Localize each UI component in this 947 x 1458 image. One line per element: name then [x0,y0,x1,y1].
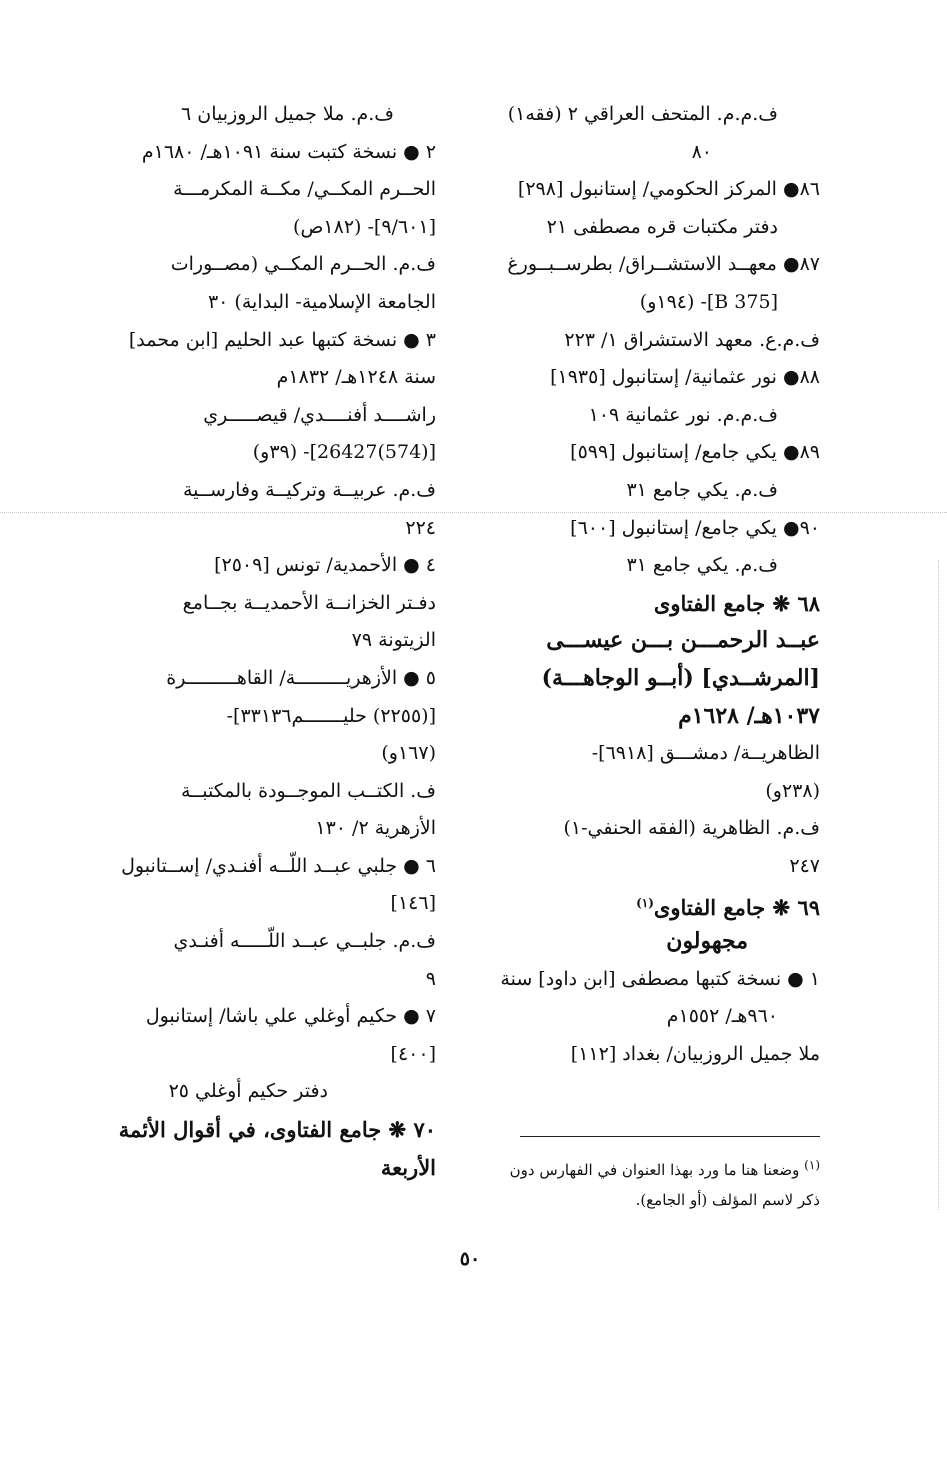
footnote-reference: (١) [636,896,654,911]
right-column [490,96,820,1073]
entry-line: [B 375]- (١٩٤و) [639,290,778,313]
entry-line: ف.م.ع. معهد الاستشراق ١/ ٢٢٣ [564,328,820,351]
entry-line: الزيتونة ٧٩ [351,629,436,652]
entry-line: ف.م. يكي جامع ٣١ [626,478,778,501]
heading-69-text: ٦٩ ❋ جامع الفتاوى [653,895,820,921]
entry-3: ٣ ● نسخة كتبها عبد الحليم [ابن محمد] [128,328,436,351]
entry-line: دفـتر الخزانــة الأحمديــة بجــامع [182,591,436,614]
entry-line: ٢٤٧ [789,854,820,877]
entry-line: راشــــد أفنــــدي/ قيصـــــري [203,403,436,426]
entry-line: الحــرم المكــي/ مكــة المكرمـــة [173,178,436,201]
author-date: ١٠٣٧هـ/ ١٦٢٨م [678,702,820,729]
entry-line: ف.م. الظاهرية (الفقه الحنفي-١) [563,817,820,840]
footnote-separator [520,1136,820,1137]
entry-line: ٨٠ [691,140,712,163]
footnote-mark: (١) [804,1158,820,1172]
entry-line: الظاهريــة/ دمشـــق [٦٩١٨]- [591,742,820,765]
entry-2: ٢ ● نسخة كتبت سنة ١٠٩١هـ/ ١٦٨٠م [141,140,436,163]
entry-4: ٤ ● الأحمدية/ تونس [٢٥٠٩] [214,554,436,577]
author-name: عبــد الرحمـــن بـــن عيســـى [546,627,820,654]
footnote [490,1150,820,1215]
entry-line: دفتر مكتبات قره مصطفى ٢١ [546,215,778,238]
author-name-cont: [المرشــدي] (أبــو الوجاهـــة) [541,664,820,691]
entry-line: ف. الكتــب الموجــودة بالمكتبــة [180,779,436,802]
entry-88: ٨٨● نور عثمانية/ إستانبول [١٩٣٥] [550,366,820,389]
scan-artifact-vertical-line [938,560,939,1210]
entry-line: ف.م. جلبــي عبــد اللّـــــه أفنـدي [173,930,436,953]
entry-89: ٨٩● يكي جامع/ إستانبول [٥٩٩] [570,441,820,464]
entry-line: ف.م. ملا جميل الروزبيان ٦ [181,103,394,125]
entry-line: سنة ١٢٤٨هـ/ ١٨٣٢م [276,366,436,389]
entry-line: دفتر حكيم أوغلي ٢٥ [168,1080,328,1103]
heading-69 [490,885,820,923]
heading-70-cont: الأربعة [380,1154,436,1180]
entry-line: ف.م. يكي جامع ٣١ [626,554,778,577]
entry-90: ٩٠● يكي جامع/ إستانبول [٦٠٠] [570,516,820,539]
entry-line: ٩ [425,967,436,990]
entry-7: ٧ ● حكيم أوغلي علي باشا/ إستانبول [145,1005,436,1028]
footnote-line-1 [490,1150,820,1185]
author-unknown: مجهولون [666,928,748,955]
entry-line: ف.م.م. المتحف العراقي ٢ (فقه١) [507,103,778,125]
footnote-line-2: ذكر لاسم المؤلف (أو الجامع). [635,1191,820,1209]
heading-68: ٦٨ ❋ جامع الفتاوى [653,590,820,616]
entry-line: ٩٦٠هـ/ ١٥٥٢م [666,1005,778,1028]
entry-line: [٩/٦٠١]- (١٨٢ص) [293,215,436,238]
page-number: ٥٠ [459,1248,481,1270]
entry-line: (١٦٧و) [381,742,436,765]
entry-line: الأزهرية ٢/ ١٣٠ [315,817,436,840]
entry-line: ملا جميل الروزبيان/ بغداد [١١٢] [570,1042,820,1065]
entry-line: ف.م.م. نور عثمانية ١٠٩ [588,403,778,426]
entry-line: [٤٠٠] [390,1042,436,1065]
entry-line: [(٢٢٥٥) حليـــــــم٣٣١٣٦]- [226,704,436,727]
entry-line: (٢٣٨و) [765,779,820,802]
entry-line: ف.م. عربيــة وتركيــة وفارســية [182,478,436,501]
entry-86: ٨٦● المركز الحكومي/ إستانبول [٢٩٨] [517,178,820,201]
entry-6: ٦ ● جلبي عبــد اللّــه أفنـدي/ إســتانبول [121,854,436,877]
entry-5: ٥ ● الأزهريـــــــــة/ القاهـــــــــرة [166,666,436,689]
entry-line: [(574)26427]- (٣٩و) [252,441,436,464]
entry-line: ٢٢٤ [405,516,436,539]
entry-1: ١ ● نسخة كتبها مصطفى [ابن داود] سنة [500,967,820,990]
entry-line: الجامعة الإسلامية- البداية) ٣٠ [207,290,436,313]
left-column [106,96,436,1186]
entry-line: ف.م. الحــرم المكــي (مصــورات [170,253,436,276]
footnote-text-1: وضعنا هنا ما ورد بهذا العنوان في الفهارس دون [509,1161,800,1179]
entry-line: [١٤٦] [390,892,436,915]
heading-70: ٧٠ ❋ جامع الفتاوى، في أقوال الأئمة [118,1117,436,1143]
entry-87: ٨٧● معهــد الاستشــراق/ بطرســبــورغ [507,253,820,276]
